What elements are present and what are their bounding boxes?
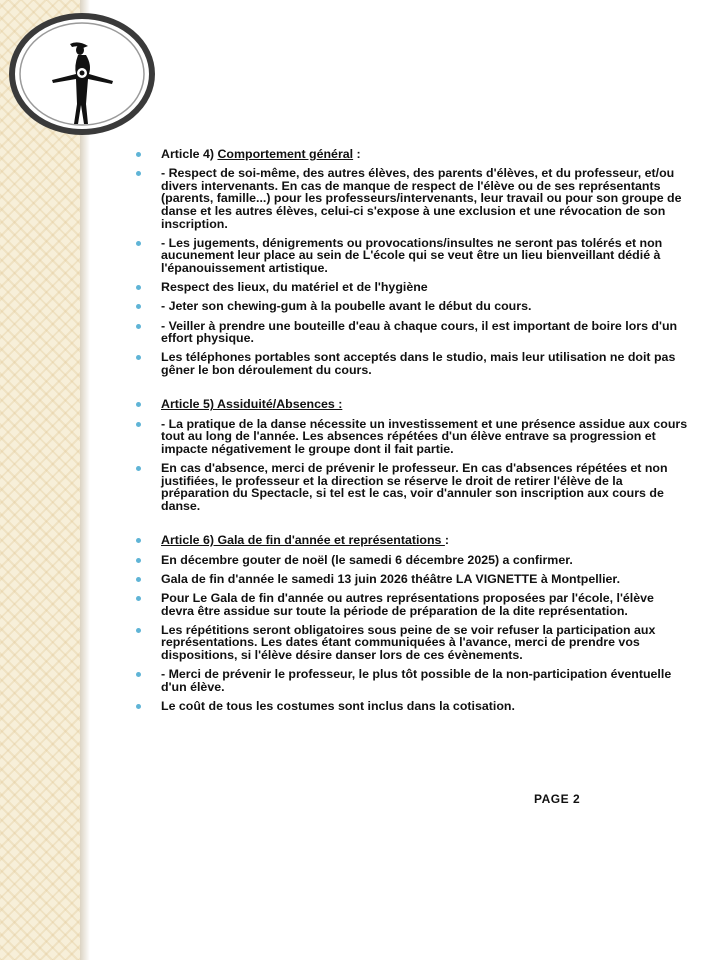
article-5-title: Article 5) Assiduité/Absences : (161, 397, 343, 412)
section-heading-article-6 (136, 534, 688, 547)
list-item: - Jeter son chewing-gum à la poubelle avant le début du cours. (136, 300, 688, 313)
article-6-suffix: : (444, 533, 450, 548)
list-item: - Merci de prévenir le professeur, le plus tôt possible de la non-participation éventuelle d'un élève. (136, 668, 688, 693)
article-6-title: Article 6) Gala de fin d'année et représentations (161, 533, 445, 548)
list-item: Gala de fin d'année le samedi 13 juin 2026 théâtre LA VIGNETTE à Montpellier. (136, 573, 688, 586)
section-heading-article-5 (136, 398, 688, 411)
list-item: En cas d'absence, merci de prévenir le professeur. En cas d'absences répétées et non justifiées, le professeur et la direction se réserve le droit de retirer l'élève de la préparation du Spectacle, si tel est le cas, voir d'annuler son inscription aux cours de danse. (136, 462, 688, 512)
section-heading-article-4 (136, 148, 688, 161)
article-4-label: Article 4) (161, 147, 218, 161)
list-item: Pour Le Gala de fin d'année ou autres représentations proposées par l'école, l'élève devra être assidue sur toute la période de préparation de la dite représentation. (136, 592, 688, 617)
list-item: Les téléphones portables sont acceptés dans le studio, mais leur utilisation ne doit pas gêner le bon déroulement du cours. (136, 351, 688, 376)
list-item: Les répétitions seront obligatoires sous peine de se voir refuser la participation aux représentations. Les dates étant communiquées à l'avance, merci de prendre vos dispositions, si l'élève désire danser lors de ces évènements. (136, 624, 688, 662)
list-item: - La pratique de la danse nécessite un investissement et une présence assidue aux cours tout au long de l'année. Les absences répétées d'un élève entrave sa progression et impacte négativement le groupe dont il fait partie. (136, 418, 688, 456)
article-4-suffix: : (353, 147, 361, 161)
side-band-shadow (80, 0, 90, 960)
list-item: - Respect de soi-même, des autres élèves, des parents d'élèves, et du professeur, et/ou divers intervenants. En cas de manque de respect de l'élève ou de ses représentants (parents, famille...) pour les professeurs/intervenants, leur travail ou pour son groupe de danse et les autres élèves, celui-ci s'expose à une exclusion et une révocation de son inscription. (136, 167, 688, 230)
list-item: Le coût de tous les costumes sont inclus dans la cotisation. (136, 700, 688, 713)
list-item: Respect des lieux, du matériel et de l'hygiène (136, 281, 688, 294)
article-4-title: Comportement général (217, 147, 354, 161)
list-item: En décembre gouter de noël (le samedi 6 décembre 2025) a confirmer. (136, 554, 688, 567)
regulations-list (136, 148, 688, 719)
list-item: - Veiller à prendre une bouteille d'eau à chaque cours, il est important de boire lors d'un effort physique. (136, 320, 688, 345)
decorative-side-band (0, 0, 80, 960)
list-item: - Les jugements, dénigrements ou provocations/insultes ne seront pas tolérés et non aucunement leur place au sein de L'école qui se veut être un lieu bienveillant dédié à l'épanouissement artistique. (136, 237, 688, 275)
dance-school-logo (6, 10, 156, 138)
page-number: PAGE 2 (534, 792, 581, 806)
